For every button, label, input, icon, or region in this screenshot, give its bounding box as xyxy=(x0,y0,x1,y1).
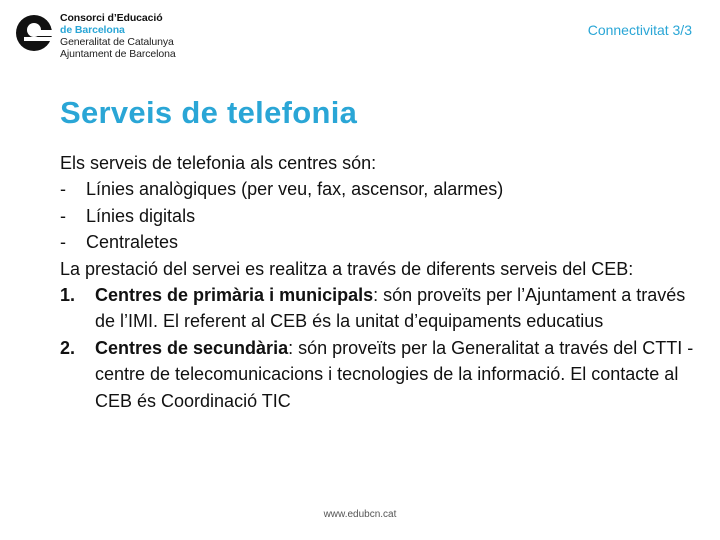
list-item-text: Línies digitals xyxy=(86,205,196,226)
numbered-item xyxy=(60,282,700,335)
intro-text: Els serveis de telefonia als centres són: xyxy=(60,153,377,173)
numbered-item xyxy=(60,335,700,414)
logo-line-3: Generalitat de Catalunya xyxy=(60,36,174,48)
consorci-logo xyxy=(14,12,176,60)
footer-url[interactable]: www.edubcn.cat xyxy=(323,509,397,520)
logo-line-4: Ajuntament de Barcelona xyxy=(60,48,176,60)
dash-marker: - xyxy=(60,205,66,226)
list-item-text: Línies analògiques (per veu, fax, ascensor, alarmes) xyxy=(86,179,504,200)
dash-marker: - xyxy=(60,179,66,200)
dash-marker: - xyxy=(60,232,66,253)
list-item xyxy=(60,229,700,255)
numbered-item-rest: : són proveïts per l’Ajuntament a través de l’IMI. El referent al CEB és la unitat d’equipaments educatius xyxy=(95,285,686,332)
numbered-item-bold: Centres de primària i municipals xyxy=(95,285,374,306)
logo-line-2: de Barcelona xyxy=(60,24,125,36)
page-indicator: Connectivitat 3/3 xyxy=(587,22,692,38)
consorci-e-logo-icon xyxy=(14,12,54,54)
number-marker: 2. xyxy=(60,337,76,358)
numbered-item-text xyxy=(95,282,700,335)
numbered-item-rest: : són proveïts per la Generalitat a través del CTTI -centre de telecomunicacions i tecnologies de la informació. El contacte al CEB és Coordinació TIC xyxy=(95,337,694,411)
logo-text xyxy=(60,12,176,60)
logo-line-1: Consorci d’Educació xyxy=(60,12,163,24)
list-item xyxy=(60,176,700,202)
numbered-item-text xyxy=(95,335,700,414)
list-item-text: Centraletes xyxy=(86,232,179,253)
numbered-item-bold: Centres de secundària xyxy=(95,337,289,358)
list-item xyxy=(60,203,700,229)
slide-body xyxy=(60,150,700,414)
number-marker: 1. xyxy=(60,285,76,306)
paragraph-text: La prestació del servei es realitza a través de diferents serveis del CEB: xyxy=(60,258,634,279)
page-title: Serveis de telefonia xyxy=(60,95,358,130)
